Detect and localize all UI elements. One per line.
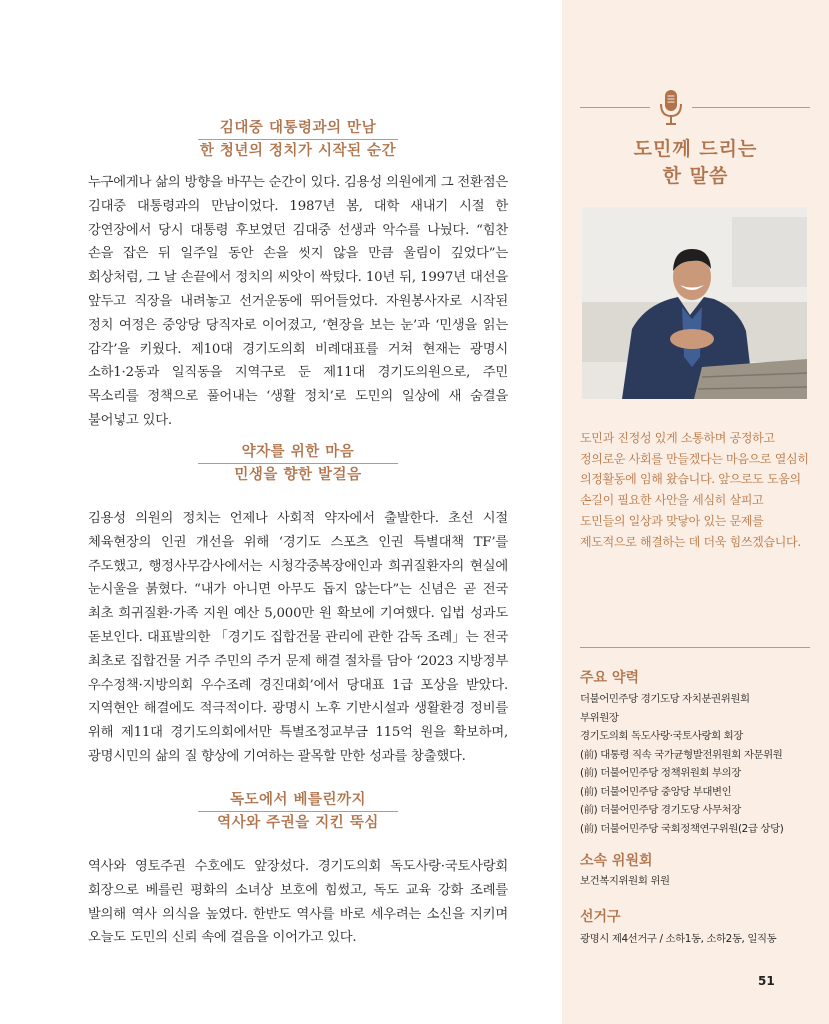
career-item: (前) 더불어민주당 중앙당 부대변인	[580, 785, 732, 798]
district-text: 광명시 제4선거구 / 소하1동, 소하2동, 일직동	[580, 933, 777, 945]
sidebar-title-line2: 한 말씀	[662, 165, 729, 187]
section-2-heading	[88, 442, 508, 485]
career-heading: 주요 약력	[580, 670, 639, 686]
career-item: (前) 더불어민주당 국회정책연구위원(2급 상당)	[580, 822, 784, 835]
career-item: (前) 대통령 직속 국가균형발전위원회 자문위원	[580, 748, 783, 761]
section-3-heading-line2: 역사와 주권을 지킨 뚝심	[217, 814, 379, 831]
section-2-heading-line2: 민생을 향한 발걸음	[234, 466, 362, 483]
career-item: 경기도의회 독도사랑·국토사랑회 회장	[580, 730, 743, 742]
section-1-heading-line1: 김대중 대통령과의 만남	[219, 119, 377, 136]
sidebar-message: 도민과 진정성 있게 소통하며 공정하고 정의로운 사회를 만들겠다는 마음으로 열심히 의정활동에 임해 왔습니다. 앞으로도 도움의 손길이 필요한 사안을 세심히 살피고 도민들의 일상과 맞닿아 있는 문제를 제도적으로 해결하는 데 더욱 힘쓰겠습니다.	[580, 431, 809, 549]
district-heading: 선거구	[580, 909, 621, 925]
section-2-heading-rule	[198, 463, 398, 464]
section-3-heading-line1: 독도에서 베를린까지	[229, 791, 367, 808]
section-1-paragraph: 누구에게나 삶의 방향을 바꾸는 순간이 있다. 김용성 의원에게 그 전환점은 김대중 대통령과의 만남이었다. 1987년 봄, 대학 새내기 시절 한 강연장에서 당시 대통령 후보였던 김대중 선생과 악수를 나눴다. “힘찬 손을 잡은 뒤 일주일 동안 손을 씻지 않을 만큼 울림이 깊었다”는 회상처럼, 그 날 손끝에서 정치의 씨앗이 싹텄다. 10년 뒤, 1997년 대선을 앞두고 직장을 내려놓고 선거운동에 뛰어들었다. 자원봉사자로 시작된 정치 여정은 중앙당 당직자로 이어졌고, ‘현장을 보는 눈’과 ‘민생을 읽는 감각’을 키웠다. 제10대 경기도의회 비례대표를 거쳐 현재는 광명시 소하1·2동과 일직동을 지역구로 둔 제11대 경기도의원으로, 주민 목소리를 정책으로 풀어내는 ‘생활 정치’로 도민의 일상에 새 숨결을 불어넣고 있다.	[88, 175, 508, 428]
section-1-heading-rule	[198, 139, 398, 140]
section-3-paragraph: 역사와 영토주권 수호에도 앞장섰다. 경기도의회 독도사랑·국토사랑회 회장으로 베를린 평화의 소녀상 보호에 힘썼고, 독도 교육 강화 조례를 발의해 역사 의식을 높였다. 한반도 역사를 바로 세우려는 소신을 지키며 오늘도 도민의 신뢰 속에 걸음을 이어가고 있다.	[88, 859, 508, 946]
title-rule-left	[580, 107, 650, 108]
title-rule-right	[692, 107, 810, 108]
sidebar	[562, 0, 829, 1024]
section-2-heading-line1: 약자를 위한 마음	[241, 443, 355, 460]
career-list	[580, 690, 820, 838]
main-column	[88, 0, 508, 1024]
committee-text: 보건복지위원회 위원	[580, 875, 670, 887]
sidebar-title-line1: 도민께 드리는	[633, 138, 758, 160]
section-3-heading	[88, 790, 508, 833]
section-3-heading-rule	[198, 811, 398, 812]
portrait-photo	[582, 207, 807, 399]
career-item: (前) 더불어민주당 정책위원회 부의장	[580, 767, 741, 779]
section-1-heading-line2: 한 청년의 정치가 시작된 순간	[199, 142, 397, 159]
microphone-icon	[657, 88, 685, 128]
sidebar-divider	[580, 647, 810, 648]
career-item: (前) 더불어민주당 경기도당 사무처장	[580, 804, 741, 816]
career-item: 부위원장	[580, 711, 619, 724]
sidebar-title	[562, 136, 829, 190]
section-2-paragraph: 김용성 의원의 정치는 언제나 사회적 약자에서 출발한다. 초선 시절 체육현장의 인권 개선을 위해 ‘경기도 스포츠 인권 특별대책 TF’를 주도했고, 행정사무감사에서는 시청각중복장애인과 희귀질환자의 현실에 눈시울을 붉혔다. “내가 아니면 아무도 돕지 않는다”는 신념은 곧 전국 최초 희귀질환·가족 지원 예산 5,000만 원 확보에 기여했다. 입법 성과도 돋보인다. 대표발의한 「경기도 집합건물 관리에 관한 감독 조례」는 전국 최초로 집합건물 거주 주민의 주거 문제 해결 절차를 담아 ‘2023 지방정부 우수정책·지방의회 우수조례 경진대회’에서 당대표 1급 포상을 받았다. 지역현안 해결에도 적극적이다. 광명시 노후 기반시설과 생활환경 정비를 위해 제11대 경기도의회에서만 특별조정교부금 115억 원을 확보하며, 광명시민의 삶의 질 향상에 기여하는 괄목할 만한 성과를 창출했다.	[88, 511, 508, 764]
committee-heading: 소속 위원회	[580, 853, 653, 869]
section-1-heading	[88, 118, 508, 161]
career-item: 더불어민주당 경기도당 자치분권위원회	[580, 693, 750, 705]
page-number: 51	[758, 974, 775, 988]
